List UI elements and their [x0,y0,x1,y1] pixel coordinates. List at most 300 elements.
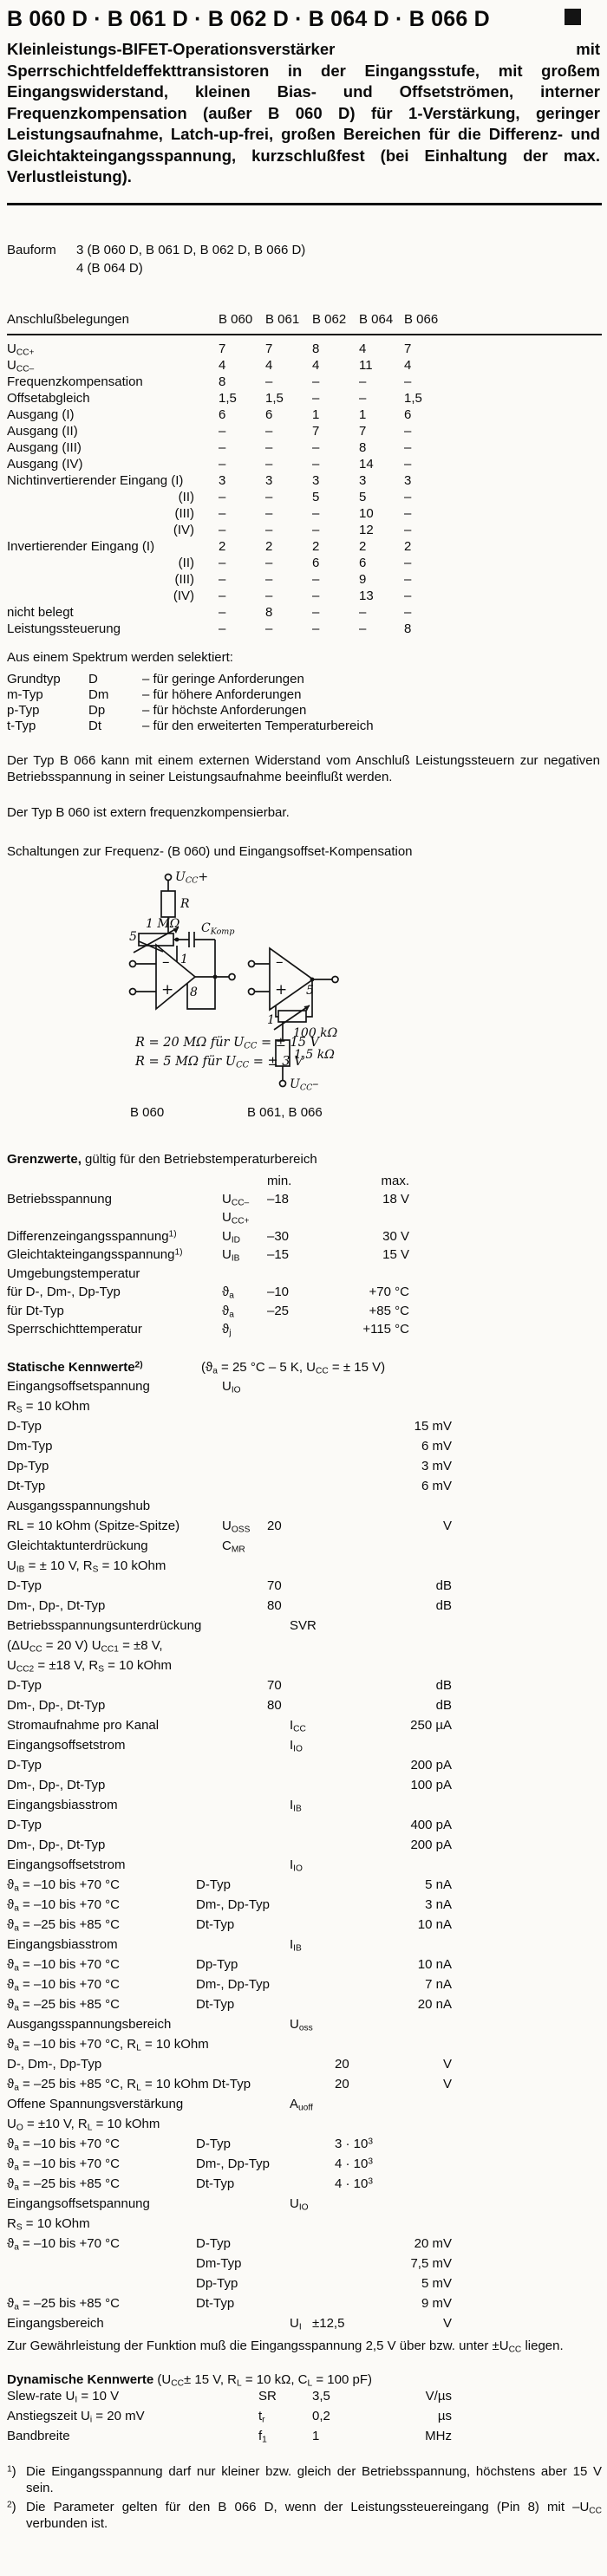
spektrum-desc: – für höchste Anforderungen [142,702,307,718]
pin-cell: – [219,423,226,439]
pin-cell: 10 [359,505,374,521]
pin-cell: 13 [359,588,374,603]
symbol: $I_{IO}$ [290,1737,303,1754]
pin-cell: 5 [312,489,320,504]
dynamik-table [7,2388,602,2448]
max-value: +70 °C [369,1285,409,1299]
kennwert-label: $U_{CC2} = \pm 18$ V, $R_S = 10$ kOhm [7,1657,172,1675]
pin-cell: – [265,456,273,472]
caption-b061-b066: B 061, B 066 [247,1104,323,1120]
typ-label: Dm-, Dp-Typ [196,1896,271,1912]
grenzwert-label: Differenzeingangsspannung$^{1)}$ [7,1228,177,1244]
value: 20 [335,2076,349,2091]
value-unit: 250 µA [410,1717,452,1733]
kennwert-label: $ϑ_a = -10$ bis +70 °C [7,2136,120,2153]
footnote-text: Die Parameter gelten für den B 066 D, wenn der Leistungssteuereingang (Pin 8) mit $-U_{CC}$ verbunden ist. [26,2499,602,2531]
symbol: $U_{OSS}$ [222,1518,251,1535]
kennwert-label: Stromaufnahme pro Kanal [7,1717,160,1733]
value: 20 [335,2056,349,2072]
value-unit: dB [435,1597,452,1613]
table-row [7,472,602,489]
table-row [7,1228,602,1247]
pin-cell: 11 [359,357,373,373]
value: 70 [267,1677,282,1693]
table-row [7,439,602,456]
pin-cell: 1 [359,407,367,422]
kennwert-label: $U_O = \pm 10$ V, $R_L = 10$ kOhm [7,2116,160,2133]
pin-cell: 1,5 [265,390,284,406]
table-row [7,2116,602,2136]
max-value: +115 °C [362,1322,409,1337]
pin-cell: – [219,604,226,620]
table-row [7,2295,602,2315]
table-row [7,2056,602,2076]
table-row [7,1996,602,2016]
table-row [7,2036,602,2056]
grenzwert-label: Gleichtakteingangsspannung$^{1)}$ [7,1247,183,1262]
kennwert-label: $ϑ_a = -10$ bis +70 °C [7,1976,120,1994]
kennwert-label: $ϑ_a = -25$ bis +85 °C, $R_L = 10$ kOhm Dt-Typ [7,2076,251,2093]
value-unit: 7 nA [425,1976,452,1992]
label-pin8: 8 [190,985,198,999]
pin-table-header-rule [7,334,602,335]
paragraph-b066: Der Typ B 066 kann mit einem externen Widerstand vom Anschluß Leistungssteuern zur negativen Betriebsspannung in seiner Leistungsaufnahme beeinflußt werden. [7,752,600,784]
paragraph-b060: Der Typ B 060 ist extern frequenzkompensierbar. [7,804,290,820]
kennwert-label: $R_S = 10$ kOhm [7,1398,90,1415]
label-ucc-minus: $U_{CC}-$ [290,1077,319,1092]
caption-b060: B 060 [130,1104,165,1120]
value: 0,2 [312,2408,330,2423]
table-row [7,1956,602,1976]
table-row [7,1191,602,1210]
max-value: 30 V [382,1228,409,1244]
kennwert-label: ($\Delta U_{CC} = 20$ V) $U_{CC1} = \pm 8$ V, [7,1637,163,1655]
min-value: –18 [267,1191,290,1207]
table-row [7,1478,602,1498]
kennwert-label: $ϑ_a = -10$ bis +70 °C [7,1896,120,1914]
table-row [7,1498,602,1518]
table-row [7,1877,602,1896]
spektrum-desc: – für geringe Anforderungen [142,671,304,686]
pin-row-label: Nichtinvertierender Eingang (I) [7,472,184,488]
table-row [7,1697,602,1717]
pin-cell: – [404,456,412,472]
pin-cell: 2 [404,538,412,554]
pin-cell: 9 [359,571,367,587]
symbol: SVR [290,1617,317,1633]
table-row [7,1597,602,1617]
pin-cell: – [404,588,412,603]
kennwert-label: Eingangsbiasstrom [7,1936,118,1952]
kennwert-label: Eingangsoffsetstrom [7,1737,126,1753]
spektrum-code: D [88,671,98,686]
pin-cell: – [404,522,412,537]
kennwert-label: $ϑ_a = -10$ bis +70 °C [7,2156,120,2173]
pin-cell: – [312,588,320,603]
pin-cell: – [359,390,367,406]
pin-table-col-header: B 061 [265,311,300,327]
min-value: –30 [267,1228,290,1244]
table-row [7,1321,602,1340]
table-row [7,2016,602,2036]
table-row [7,1677,602,1697]
value-unit: 7,5 mV [410,2255,452,2271]
pin-cell: – [312,604,320,620]
pin-row-label: Invertierender Eingang (I) [7,538,155,554]
symbol: $ϑ_a$ [222,1285,234,1301]
symbol: $f_1$ [258,2428,267,2445]
label-pin1: 1 [180,952,188,966]
label-pin5: 5 [129,929,137,944]
table-row [7,1717,602,1737]
pin-cell: – [219,522,226,537]
kennwert-label: $ϑ_a = -10$ bis +70 °C [7,1877,120,1894]
corner-square-icon [565,9,581,25]
table-row [7,357,602,374]
pin-cell: – [312,621,320,636]
symbol: $U_{CC-}$ [222,1191,250,1208]
table-row [7,390,602,407]
table-row [7,1976,602,1996]
typ-label: Dp-Typ [196,1956,238,1972]
statik-table [7,1378,602,2335]
pin-cell: – [265,571,273,587]
pin-cell: – [265,588,273,603]
kennwert-label: Ausgangsspannungshub [7,1498,151,1513]
spektrum-desc: – für höhere Anforderungen [142,686,302,702]
label-100kohm: 100 kΩ [293,1025,338,1040]
spektrum-typ: p-Typ [7,702,40,718]
pin-cell: 3 [404,472,412,488]
list-item [7,718,602,733]
kennwert-label: Offene Spannungsverstärkung [7,2096,184,2111]
value: $3 \cdot 10^3$ [335,2136,374,2151]
table-row [7,538,602,555]
value-unit: 400 pA [410,1817,452,1832]
table-row [7,2195,602,2215]
value-unit: µs [437,2408,452,2423]
pin-cell: – [219,505,226,521]
kennwert-label: $ϑ_a = -25$ bis +85 °C [7,1916,120,1934]
pin-cell: 5 [359,489,367,504]
label-1mohm: 1 MΩ [146,916,180,931]
table-row [7,2255,602,2275]
symbol: $U_{CC+}$ [222,1210,250,1226]
kennwert-label: Anstiegszeit $U_i = 20$ mV [7,2408,145,2425]
kennwert-label: Ausgangsspannungsbereich [7,2016,172,2032]
pin-cell: 3 [265,472,273,488]
value: ±12,5 [312,2315,345,2331]
grenzwerte-table [7,1191,602,1340]
value-unit: 10 nA [417,1916,452,1932]
symbol: $ϑ_j$ [222,1322,232,1338]
spektrum-block [7,649,602,733]
value: 1 [312,2428,320,2443]
kennwert-label: Dt-Typ [7,1478,46,1493]
pin-table-col-header: B 060 [219,311,253,327]
label-pin1-2: 1 [267,1012,275,1027]
value-unit: 20 nA [417,1996,452,2012]
table-row [7,1378,602,1398]
kennwert-label: D-Typ [7,1677,42,1693]
pin-cell: 8 [265,604,273,620]
pin-cell: 2 [265,538,273,554]
pin-row-label: (III) [174,571,194,587]
table-row [7,555,602,571]
typ-label: D-Typ [196,2235,232,2251]
spektrum-intro: Aus einem Spektrum werden selektiert: [7,649,233,665]
table-row [7,1916,602,1936]
table-row [7,1737,602,1757]
grenzwerte-title-rest: gültig für den Betriebstemperaturbereich [81,1151,317,1167]
pin-cell: – [359,374,367,389]
table-row [7,1617,602,1637]
pin-cell: 7 [359,423,367,439]
spektrum-typ: t-Typ [7,718,36,733]
kennwert-label: $R_S = 10$ kOhm [7,2215,90,2233]
label-ucc-plus: $U_{CC}+$ [175,869,209,885]
dynamik-header [7,2371,602,2388]
table-row [7,588,602,604]
value-unit: dB [435,1677,452,1693]
value-unit: 5 nA [425,1877,452,1892]
table-row [7,456,602,472]
table-row [7,1284,602,1303]
label-pin5-2: 5 [306,983,314,998]
kennwert-label: $U_{IB}$ = ± 10 V, $R_S = 10$ kOhm [7,1558,166,1575]
pin-cell: – [265,439,273,455]
pin-cell: 4 [359,341,367,356]
pin-cell: – [312,571,320,587]
max-value: 18 V [382,1191,409,1207]
typ-label: Dm-Typ [196,2255,242,2271]
table-row [7,1757,602,1777]
grenzwerte-title [7,1151,602,1168]
symbol: $I_{IB}$ [290,1797,302,1814]
pin-row-label: nicht belegt [7,604,74,620]
pin-table-col-header: B 062 [312,311,347,327]
value-unit: V [442,2076,452,2091]
value-unit: 200 pA [410,1837,452,1852]
bauform-lines [76,242,305,278]
pin-row-label: $U_{CC+}$ [7,341,35,358]
min-value: –15 [267,1247,290,1262]
value-unit: MHz [425,2428,452,2443]
label-r: R [180,896,190,911]
pin-cell: 1,5 [219,390,237,406]
pin-cell: 7 [312,423,320,439]
footnote-marker: $^1$) [7,2463,16,2479]
kennwert-label: Eingangsbereich [7,2315,104,2331]
max-header: max. [381,1173,409,1188]
grenzwert-label: Umgebungstemperatur [7,1265,140,1281]
bauform-label: Bauform [7,242,56,257]
pin-cell: – [219,588,226,603]
pin-table-header [7,311,602,332]
table-row [7,1837,602,1857]
grenzwert-label: Sperrschichttemperatur [7,1322,142,1337]
spektrum-desc: – für den erweiterten Temperaturbereich [142,718,374,733]
pin-cell: – [404,374,412,389]
kennwert-label: Eingangsoffsetspannung [7,2195,150,2211]
pin-cell: – [312,390,320,406]
table-row [7,2096,602,2116]
pin-cell: 3 [312,472,320,488]
table-row [7,2428,602,2448]
table-row [7,1458,602,1478]
bauform-block [7,242,602,278]
table-row [7,407,602,423]
typ-label: Dm-, Dp-Typ [196,1976,271,1992]
table-row [7,2156,602,2176]
pin-cell: – [404,439,412,455]
table-row [7,1438,602,1458]
footnote [7,2463,602,2496]
value-unit: 200 pA [410,1757,452,1773]
pin-cell: 12 [359,522,374,537]
grenzwerte-minmax-header [7,1173,602,1191]
footnote-marker: $^2$) [7,2499,16,2514]
pin-cell: – [265,489,273,504]
pin-cell: 7 [219,341,226,356]
value: 70 [267,1577,282,1593]
table-row [7,2408,602,2428]
symbol: $A_{uoff}$ [290,2096,313,2113]
kennwert-label: Bandbreite [7,2428,70,2443]
list-item [7,671,602,686]
kennwert-label: RL = 10 kOhm (Spitze-Spitze) [7,1518,180,1533]
typ-label: D-Typ [196,2136,232,2151]
table-row [7,621,602,637]
value: $4 \cdot 10^3$ [335,2156,374,2171]
pin-cell: 6 [359,555,367,570]
pin-cell: – [404,571,412,587]
pin-cell: 6 [219,407,226,422]
pin-table-col-header: B 064 [359,311,394,327]
pin-table [7,311,602,637]
max-value: 15 V [382,1247,409,1262]
pin-cell: 1,5 [404,390,422,406]
pin-row-label: Frequenzkompensation [7,374,143,389]
pin-cell: – [219,621,226,636]
pin-row-label: $U_{CC-}$ [7,357,35,374]
pin-row-label: (IV) [173,522,194,537]
kennwert-label: $ϑ_a = -25$ bis +85 °C [7,1996,120,2013]
value-unit: 9 mV [421,2295,452,2311]
value: 3,5 [312,2388,330,2404]
value-unit: 10 nA [417,1956,452,1972]
label-ckomp: $C_{Komp}$ [201,920,235,936]
kennwert-label: Eingangsoffsetspannung [7,1378,150,1394]
kennwert-label: $ϑ_a = -25$ bis +85 °C [7,2176,120,2193]
pin-cell: – [265,555,273,570]
pin-cell: 3 [219,472,226,488]
spektrum-code: Dp [88,702,106,718]
pin-cell: 7 [404,341,412,356]
table-row [7,2235,602,2255]
pin-cell: – [404,423,412,439]
symbol: $C_{MR}$ [222,1538,245,1555]
value: 20 [267,1518,282,1533]
symbol: $t_r$ [258,2408,265,2425]
symbol: $I_{IO}$ [290,1857,303,1874]
list-item [7,702,602,718]
symbol: $U_{IO}$ [222,1378,241,1395]
bauform-line: 3 (B 060 D, B 061 D, B 062 D, B 066 D) [76,242,306,257]
kennwert-label: D-, Dm-, Dp-Typ [7,2056,102,2072]
symbol: $ϑ_a$ [222,1303,234,1320]
spektrum-code: Dm [88,686,109,702]
value-unit: 3 nA [425,1896,452,1912]
pin-cell: 7 [265,341,273,356]
kennwert-label: $ϑ_a = -10$ bis +70 °C [7,1956,120,1974]
symbol: $U_{ID}$ [222,1228,241,1246]
pin-row-label: (II) [178,489,194,504]
table-row [7,1246,602,1265]
kennwert-label: Dp-Typ [7,1458,49,1473]
pin-cell: 8 [404,621,412,636]
footnote [7,2499,602,2532]
pin-cell: – [265,505,273,521]
pin-cell: 6 [404,407,412,422]
pin-cell: 8 [312,341,320,356]
pin-row-label: (IV) [173,588,194,603]
pin-cell: – [312,439,320,455]
table-row [7,1518,602,1538]
table-row [7,2388,602,2408]
table-row [7,522,602,538]
kennwert-label: Dm-, Dp-, Dt-Typ [7,1597,106,1613]
max-value: +85 °C [369,1303,409,1318]
schaltungen-title: Schaltungen zur Frequenz- (B 060) und Eingangsoffset-Kompensation [7,843,413,859]
symbol: SR [258,2388,277,2404]
typ-label: Dt-Typ [196,1996,235,2012]
footnotes [7,2463,602,2532]
symbol: $I_{IB}$ [290,1936,302,1954]
table-row [7,604,602,621]
symbol: $U_{IB}$ [222,1247,240,1264]
table-row [7,374,602,390]
table-row [7,1209,602,1228]
pin-table-col-header: B 066 [404,311,439,327]
footnote-text: Die Eingangsspannung darf nur kleiner bzw. gleich der Betriebsspannung, höchstens aber 15 V sein. [26,2463,602,2495]
value-unit: 6 mV [421,1438,452,1454]
table-row [7,1896,602,1916]
table-row [7,1538,602,1558]
pin-cell: – [265,423,273,439]
kennwert-label: $ϑ_a = -10$ bis +70 °C, $R_L = 10$ kOhm [7,2036,209,2053]
pin-cell: – [219,555,226,570]
statik-header [7,1359,602,1378]
value-unit: V [442,2315,452,2331]
table-row [7,2215,602,2235]
pin-cell: – [219,439,226,455]
kennwert-label: D-Typ [7,1757,42,1773]
table-row [7,571,602,588]
table-row [7,1657,602,1677]
pin-cell: – [265,522,273,537]
label-minus-input-2: – [276,953,284,971]
table-row [7,2315,602,2335]
typ-label: Dm-, Dp-Typ [196,2156,271,2171]
pin-cell: – [404,505,412,521]
kennwert-label: Eingangsoffsetstrom [7,1857,126,1872]
divider-rule [7,203,602,205]
kennwert-label: Slew-rate $U_I = 10$ V [7,2388,120,2405]
pin-table-body [7,341,602,637]
table-row [7,1265,602,1285]
pin-cell: 8 [219,374,226,389]
